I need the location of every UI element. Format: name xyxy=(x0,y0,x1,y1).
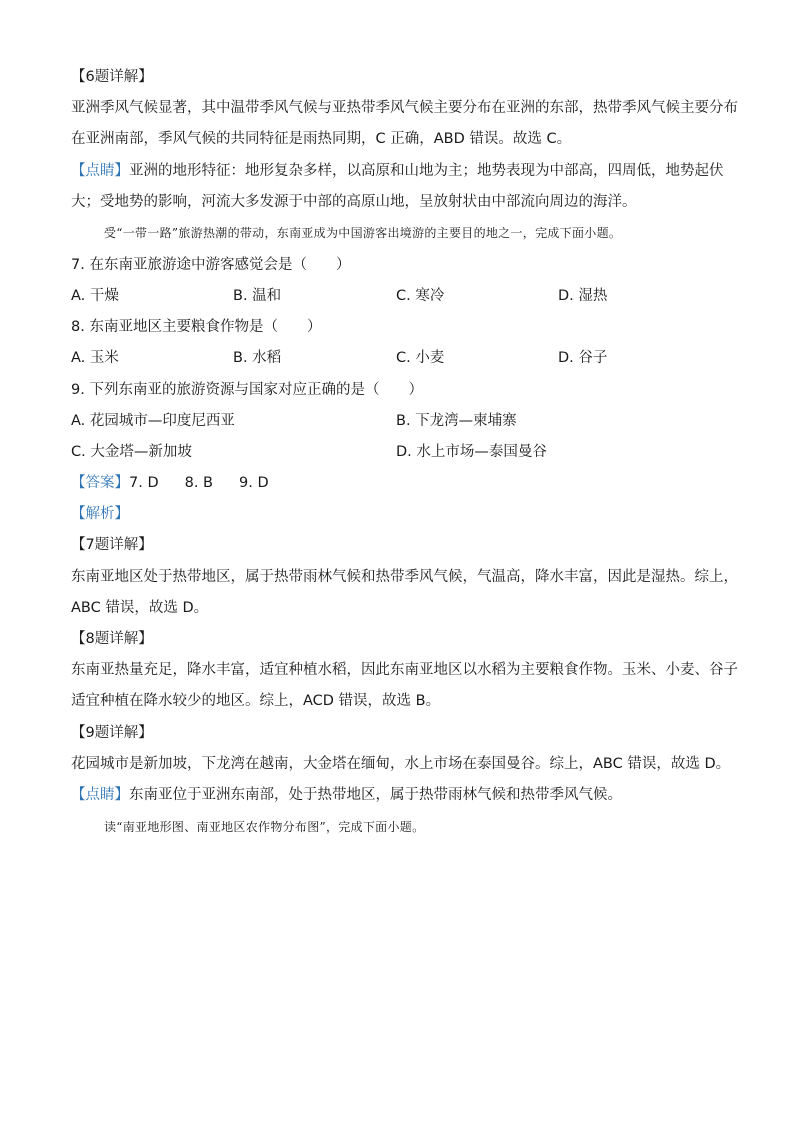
answer-9: 9. D xyxy=(239,475,269,491)
section-8-heading: 【8题详解】 xyxy=(71,631,153,647)
question-9-option-b: B. 下龙湾—柬埔寨 xyxy=(396,413,517,429)
material-intro-1: 受“一带一路”旅游热潮的带动，东南亚成为中国游客出境游的主要目的地之一，完成下面小题。 xyxy=(104,226,622,240)
question-7-option-d: D. 湿热 xyxy=(558,288,608,304)
answer-8: 8. B xyxy=(184,475,214,491)
tip-text-line-2: 大；受地势的影响，河流大多发源于中部的高原山地，呈放射状由中部流向周边的海洋。 xyxy=(71,194,637,210)
question-8-option-b: B. 水稻 xyxy=(233,350,282,366)
tip-text-line-1: 亚洲的地形特征：地形复杂多样，以高原和山地为主；地势表现为中部高，四周低，地势起伏 xyxy=(129,163,724,179)
question-7-stem: 7. 在东南亚旅游途中游客感觉会是（ ） xyxy=(71,257,351,273)
section-7-heading: 【7题详解】 xyxy=(71,537,153,553)
section-7-text-line-1: 东南亚地区处于热带地区，属于热带雨林气候和热带季风气候，气温高，降水丰富，因此是湿热。综上， xyxy=(71,569,738,585)
tip-text-2: 东南亚位于亚洲东南部，处于热带地区，属于热带雨林气候和热带季风气候。 xyxy=(129,787,622,803)
answer-line xyxy=(71,473,269,493)
question-8-option-d: D. 谷子 xyxy=(558,350,608,366)
question-9-option-d: D. 水上市场—泰国曼谷 xyxy=(396,444,547,460)
tip-label: 【点睛】 xyxy=(71,163,129,179)
section-8-text-line-1: 东南亚热量充足，降水丰富，适宜种植水稻，因此东南亚地区以水稻为主要粮食作物。玉米、小麦、谷子 xyxy=(71,662,738,678)
section-6-text-line-1: 亚洲季风气候显著，其中温带季风气候与亚热带季风气候主要分布在亚洲的东部，热带季风气候主要分布 xyxy=(71,100,738,116)
tip-label-2: 【点睛】 xyxy=(71,787,129,803)
tip-paragraph-1 xyxy=(71,161,724,181)
question-9-option-a: A. 花园城市—印度尼西亚 xyxy=(71,413,235,429)
answer-label: 【答案】 xyxy=(71,475,129,491)
section-6-heading: 【6题详解】 xyxy=(71,69,153,85)
tip-paragraph-2 xyxy=(71,785,622,805)
section-7-text-line-2: ABC 错误，故选 D。 xyxy=(71,600,209,616)
question-7-option-c: C. 寒冷 xyxy=(396,288,445,304)
question-9-option-c: C. 大金塔—新加坡 xyxy=(71,444,192,460)
question-8-option-c: C. 小麦 xyxy=(396,350,445,366)
question-8-stem: 8. 东南亚地区主要粮食作物是（ ） xyxy=(71,319,322,335)
question-8-option-a: A. 玉米 xyxy=(71,350,119,366)
question-7-option-a: A. 干燥 xyxy=(71,288,119,304)
question-9-stem: 9. 下列东南亚的旅游资源与国家对应正确的是（ ） xyxy=(71,382,423,398)
answer-7: 7. D xyxy=(129,475,159,491)
section-9-heading: 【9题详解】 xyxy=(71,725,153,741)
section-6-text-line-2: 在亚洲南部，季风气候的共同特征是雨热同期，C 正确，ABD 错误。故选 C。 xyxy=(71,131,572,147)
question-7-option-b: B. 温和 xyxy=(233,288,282,304)
analysis-label: 【解析】 xyxy=(71,506,129,522)
section-8-text-line-2: 适宜种植在降水较少的地区。综上，ACD 错误，故选 B。 xyxy=(71,693,441,709)
material-intro-2: 读“南亚地形图、南亚地区农作物分布图”，完成下面小题。 xyxy=(104,820,425,834)
section-9-text-line-1: 花园城市是新加坡，下龙湾在越南，大金塔在缅甸，水上市场在泰国曼谷。综上，ABC 错误，故选 D。 xyxy=(71,756,731,772)
